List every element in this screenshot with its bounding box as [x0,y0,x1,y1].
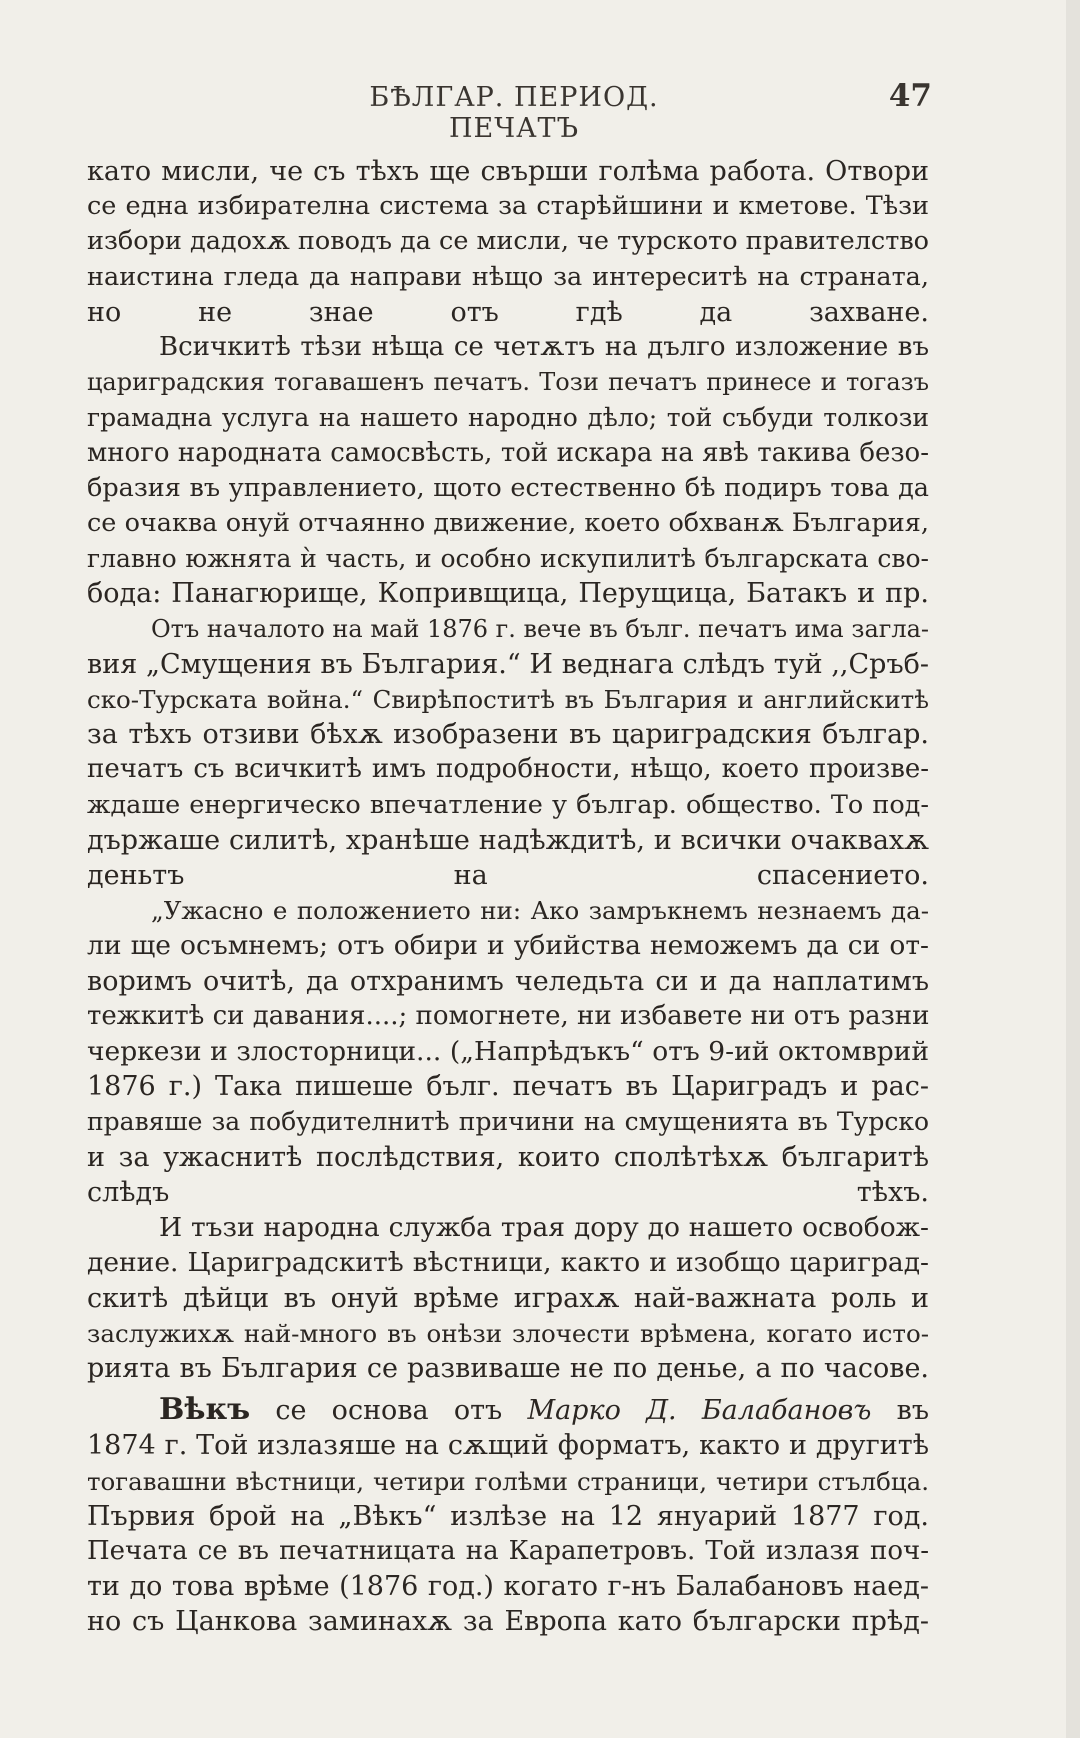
text-line: 1874 г. Той излазяше на сѫщий форматъ, както и другитѣ [87,1430,929,1462]
text-line: за тѣхъ отзиви бѣхѫ изобразени въ цариградския българ. [87,719,929,751]
text-line [87,1392,929,1428]
text-line: се една избирателна система за старѣйшини и кметове. Тѣзи [87,191,929,222]
text-line: воримъ очитѣ, да отхранимъ челедьта си и да наплатимъ [87,965,929,997]
text-line: бразия въ управлението, щото естественно бѣ подиръ това да [87,472,929,503]
text-line: държаше силитѣ, хранѣше надѣждитѣ, и всички очаквахѫ [87,824,929,856]
text-line: се очаква онуй отчаянно движение, което обхванѫ България, [87,508,929,539]
running-title: БѢЛГАР. ПЕРИОД. ПЕЧАТЪ [369,82,659,144]
paragraph [87,1392,929,1639]
running-header [0,78,1080,144]
text-line: грамадна услуга на нашето народно дѣло; той събуди толкози [87,403,929,433]
text-fragment: се основа отъ [250,1395,528,1427]
page-edge [1066,0,1080,1738]
text-line: Първия брой на „Вѣкъ“ излѣзе на 12 януарий 1877 год. [87,1500,929,1532]
text-line: Всичкитѣ тѣзи нѣща се четѫтъ на дълго изложение въ [159,332,929,363]
text-line: избори дадохѫ поводъ да се мисли, че турското правителство [87,226,930,257]
paragraph [87,1210,929,1386]
text-line: слѣдъ тѣхъ. [87,1176,929,1208]
text-line: печатъ съ всичкитѣ имъ подробности, нѣщо, което произве- [87,754,929,785]
text-line: като мисли, че съ тѣхъ ще свърши голѣма работа. Отвори [87,156,929,187]
text-line: тежкитѣ си давания....; помогнете, ни избавете ни отъ разни [87,1000,930,1031]
page-number: 47 [888,78,932,114]
text-line: цариградския тогавашенъ печатъ. Този печатъ принесе и тогазъ [87,368,929,397]
text-line: черкези и злосторници... („Напрѣдъкъ“ отъ 9-ий октомврий [87,1036,929,1068]
text-fragment: въ [871,1395,929,1427]
founder-name: Марко Д. Балабановъ [527,1395,872,1427]
text-line: ско-Турската война.“ Свирѣпоститѣ въ България и английскитѣ [87,685,929,715]
paragraph [87,893,929,1210]
text-line: ти до това врѣме (1876 год.) когато г-нъ Балабановъ наед- [87,1571,929,1603]
body-text [87,154,929,1640]
text-line: рията въ България се развиваше не по денье, а по часове. [87,1352,929,1384]
text-line: 1876 г.) Така пишеше бълг. печатъ въ Цариградъ и рас- [87,1071,929,1103]
text-line: тогавашни вѣстници, четири голѣми страници, четири стълбца. [87,1466,929,1496]
text-line: И тъзи народна служба трая дору до нашето освобож- [159,1212,929,1244]
paragraph [87,612,929,894]
text-line: Печата се въ печатницата на Карапетровъ. Той излазя поч- [87,1535,929,1566]
periodical-name: Вѣкъ [159,1392,251,1428]
text-line: заслужихѫ най-много въ онѣзи злочести врѣмена, когато исто- [87,1318,929,1348]
paragraph [87,330,929,612]
text-line: Отъ началото на май 1876 г. вече въ бълг. печатъ има загла- [151,614,929,643]
text-line: вия „Смущения въ България.“ И веднага слѣдъ туй ,,Сръб- [87,648,929,680]
text-line: ли ще осъмнемъ; отъ обири и убийства неможемъ да си от- [87,930,929,962]
text-line: бода: Панагюрище, Копривщица, Перущица, Батакъ и пр. [87,578,929,610]
text-line: и за ужаснитѣ послѣдствия, които сполѣтѣхѫ българитѣ [87,1141,929,1173]
text-line: главно южнята ѝ часть, и особно искупилитѣ българската сво- [87,544,929,574]
paragraph [87,154,929,330]
text-line: но не знае отъ гдѣ да захване. [87,296,929,328]
text-line: правяше за побудителнитѣ причини на смущенията въ Турско [87,1107,929,1137]
text-line: „Ужасно е положението ни: Ако замръкнемъ незнаемъ да- [151,896,929,926]
text-line: много народната самосвѣсть, той искара на явѣ такива безо- [87,437,929,468]
text-line: наистина гледа да направи нѣщо за интереситѣ на страната, [87,261,929,292]
text-line: деньтъ на спасението. [87,860,929,892]
text-line: но съ Цанкова заминахѫ за Европа като български прѣд- [87,1606,929,1638]
text-line: дение. Цариградскитѣ вѣстници, както и изобщо цариград- [87,1247,929,1279]
text-line: скитѣ дѣйци въ онуй врѣме играхѫ най-важната роль и [87,1282,929,1314]
text-line: ждаше енергическо впечатление у българ. общество. То под- [87,789,929,820]
